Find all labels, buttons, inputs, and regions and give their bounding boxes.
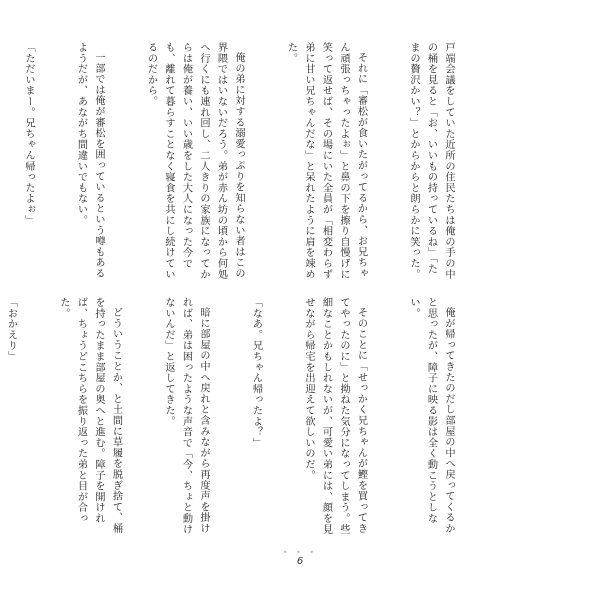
- dialogue-line: 「おかえり」: [5, 297, 17, 362]
- paragraph: そのことに「せっかく兄ちゃんが鰹を買ってきてやったのに」と拗ねた気分になってしまう。些細なことかもしれないが、可愛い弟には、顔を見せながら帰宅を出迎えて欲しいのだ。: [303, 297, 367, 535]
- paragraph: 戸端会議をしていた近所の住民たちは俺の手の中の桶を見ると「お、いいもの持っているね」「たまの贅沢かい？」とからからと朗らかに笑った。: [408, 42, 454, 280]
- paragraph: それに「審松が食いたがってるから、お兄ちゃん頑張っちゃったよぉ」と鼻の下を擦り自慢げに笑って返せば、その場にいた全員が「相変わらず弟に甘い兄ちゃんだな」と呆れたように肩を竦めた。: [285, 42, 367, 280]
- dialogue-line: 「なあ。兄ちゃん帰ったよ？」: [250, 297, 262, 449]
- paragraph: 俺の弟に対する溺愛っぷりを知らない者はこの界隈ではいないだろう。弟が赤ん坊の頃から何処へ行くにも連れ回し、二人きりの家族になってからは俺が養い、いい歳をした大人になった今でも、離れて暮らすことなく寝食を共にし続けているのだから。: [145, 42, 244, 280]
- text-block-upper: [23, 42, 492, 282]
- page-ornament: • • •: [282, 548, 318, 557]
- paragraph: 俺が帰ってきたのだし部屋の中へ戻ってくるかと思ったが、障子に映る影は全く動こうとしない。: [408, 297, 454, 534]
- paragraph: 一部では俺が審松を囲っているという噂もあるようだが、あながち間違いでもない。: [75, 42, 104, 279]
- paragraph: どういうことか、と土間に草履を脱ぎ捨て、桶を持ったまま部屋の奥へと進む。障子を開ければ、ちょうどこちらを振り返った弟と目が合った。: [58, 297, 122, 534]
- text-block-lower: [5, 297, 492, 537]
- paragraph: 暗に部屋の中へ戻れと含みながら再度声を掛ければ、弟は困ったような声音で「今、ちょと動けないんだ」と返してきた。: [163, 297, 209, 535]
- page-number: 6: [296, 556, 304, 567]
- dialogue-line: 「ただいまー。兄ちゃん帰ったよぉ」: [23, 42, 34, 226]
